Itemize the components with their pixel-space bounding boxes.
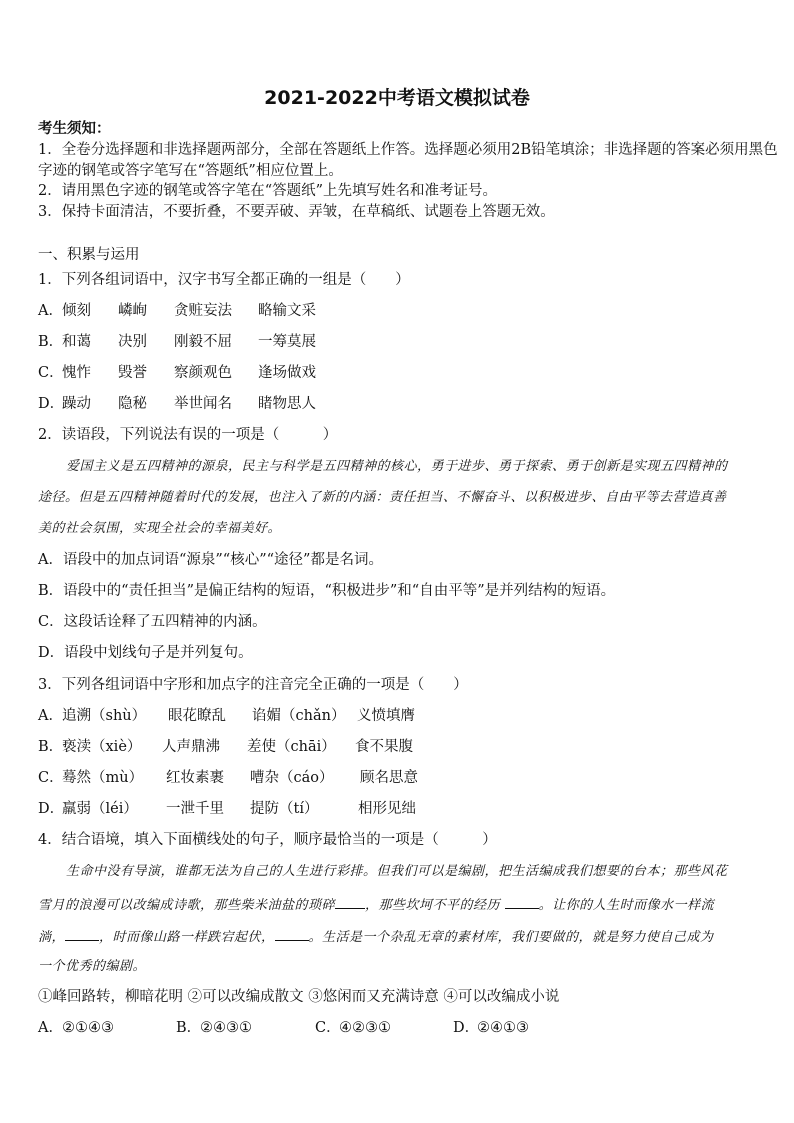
option-word-3: 察颜观色 (174, 365, 232, 381)
q2-option-c: C．这段话诠释了五四精神的内涵。 (38, 614, 267, 630)
option-label: C． (38, 770, 64, 786)
option-label: C． (38, 365, 64, 381)
q2-passage-line-1: 爱国主义是五四精神的源泉，民主与科学是五四精神的核心，勇于进步、勇于探索、勇于创新是实现五四精神的 (66, 459, 728, 474)
option-label: B． (38, 739, 64, 755)
option-word-2: 嶙峋 (118, 303, 147, 319)
option-word-4: 略输文采 (258, 303, 316, 319)
option-label: A． (38, 1020, 63, 1036)
option-word-2: 一泄千里 (166, 801, 224, 817)
option-word-4: 食不果腹 (355, 739, 413, 755)
q4-passage-text: 。让你的人生时而像水一样流 (538, 898, 715, 913)
option-word-2: 决别 (118, 334, 147, 350)
q4-passage-text: 淌， (38, 930, 66, 945)
option-word-3: 嘈杂（cáo） (250, 770, 334, 786)
notice-heading: 考生须知： (38, 120, 111, 137)
option-label: B． (38, 334, 64, 350)
option-word-3: 举世闻名 (174, 396, 232, 412)
option-word-4: 义愤填膺 (357, 708, 415, 724)
option-text: ④②③① (339, 1020, 391, 1036)
q4-passage-line-4: 一个优秀的编剧。 (38, 959, 147, 974)
section-heading: 一、积累与运用 (38, 247, 140, 263)
option-word-2: 人声鼎沸 (162, 739, 220, 755)
q2-option-a: A．语段中的加点词语“源泉”“核心”“途径”都是名词。 (38, 552, 383, 568)
notice-line-3: 3．保持卡面清洁，不要折叠，不要弄破、弄皱，在草稿纸、试题卷上答题无效。 (38, 204, 555, 220)
option-label: D． (38, 801, 65, 817)
option-word-2: 红妆素裹 (166, 770, 224, 786)
option-word-4: 逢场做戏 (258, 365, 316, 381)
q4-passage-line-1: 生命中没有导演，谁都无法为自己的人生进行彩排。但我们可以是编剧，把生活编成我们想要的台本；那些风花 (66, 864, 728, 879)
answer-blank (335, 894, 365, 909)
q1-stem: 1．下列各组词语中，汉字书写全都正确的一组是（ ） (38, 272, 410, 288)
option-word-4: 一筹莫展 (258, 334, 316, 350)
option-word-4: 睹物思人 (258, 396, 316, 412)
q4-passage-text: ，时而像山路一样跌宕起伏， (99, 930, 275, 945)
option-label: D． (453, 1020, 480, 1036)
answer-blank (65, 926, 99, 941)
option-word-3: 谄媚（chǎn） (252, 708, 346, 724)
option-label: A． (38, 708, 63, 724)
option-label: C． (315, 1020, 341, 1036)
q2-option-d: D．语段中划线句子是并列复句。 (38, 645, 253, 661)
q4-choices: ①峰回路转，柳暗花明 ②可以改编成散文 ③悠闲而又充满诗意 ④可以改编成小说 (38, 989, 560, 1005)
option-word-3: 提防（tí） (250, 801, 319, 817)
exam-title: 2021-2022中考语文模拟试卷 (264, 87, 530, 109)
q4-stem: 4．结合语境，填入下面横线处的句子，顺序最恰当的一项是（ ） (38, 832, 497, 848)
option-word-3: 差使（chāi） (247, 739, 336, 755)
option-word-1: 倾刻 (62, 303, 91, 319)
answer-blank (275, 926, 309, 941)
q2-passage-line-2: 途径。但是五四精神随着时代的发展，也注入了新的内涵：责任担当、不懈奋斗、以积极进步、自由平等去营造真善 (38, 490, 727, 505)
q2-stem: 2．读语段，下列说法有误的一项是（ ） (38, 427, 338, 443)
option-label: D． (38, 396, 65, 412)
option-text: ②④①③ (477, 1020, 529, 1036)
option-text: ②④③① (200, 1020, 252, 1036)
notice-line-1a: 1．全卷分选择题和非选择题两部分，全部在答题纸上作答。选择题必须用2B铅笔填涂；非选择题的答案必须用黑色 (38, 142, 778, 158)
option-word-1: 亵渎（xiè） (62, 739, 142, 755)
q4-passage-text: 雪月的浪漫可以改编成诗歌，那些柴米油盐的琐碎 (38, 898, 336, 913)
notice-line-2: 2．请用黑色字迹的钢笔或答字笔在“答题纸”上先填写姓名和准考证号。 (38, 183, 498, 199)
option-word-1: 和蔼 (62, 334, 91, 350)
option-word-2: 眼花瞭乱 (168, 708, 226, 724)
option-word-3: 刚毅不屈 (174, 334, 232, 350)
option-word-1: 躁动 (62, 396, 91, 412)
option-word-3: 贪赃妄法 (174, 303, 232, 319)
option-label: B． (176, 1020, 202, 1036)
option-word-1: 羸弱（léi） (62, 801, 138, 817)
option-word-1: 追溯（shù） (62, 708, 147, 724)
q2-option-b: B．语段中的“责任担当”是偏正结构的短语，“积极进步”和“自由平等”是并列结构的短语。 (38, 583, 616, 599)
answer-blank (505, 894, 539, 909)
option-word-2: 毁誉 (118, 365, 147, 381)
q2-passage-line-3: 美的社会氛围，实现全社会的幸福美好。 (38, 521, 282, 536)
q3-stem: 3．下列各组词语中字形和加点字的注音完全正确的一项是（ ） (38, 677, 468, 693)
option-label: A． (38, 303, 63, 319)
option-word-1: 蓦然（mù） (62, 770, 144, 786)
notice-line-1b: 字迹的钢笔或答字笔写在“答题纸”相应位置上。 (38, 163, 343, 179)
option-word-1: 愧怍 (62, 365, 91, 381)
q4-passage-text: 。生活是一个杂乱无章的素材库，我们要做的，就是努力使自己成为 (308, 930, 714, 945)
q4-passage-text: ，那些坎坷不平的经历 (365, 898, 501, 913)
option-word-4: 相形见绌 (358, 801, 416, 817)
q4-passage-line-2 (38, 894, 714, 916)
option-word-4: 顾名思意 (360, 770, 418, 786)
option-text: ②①④③ (62, 1020, 114, 1036)
option-word-2: 隐秘 (118, 396, 147, 412)
q4-passage-line-3 (38, 926, 714, 948)
